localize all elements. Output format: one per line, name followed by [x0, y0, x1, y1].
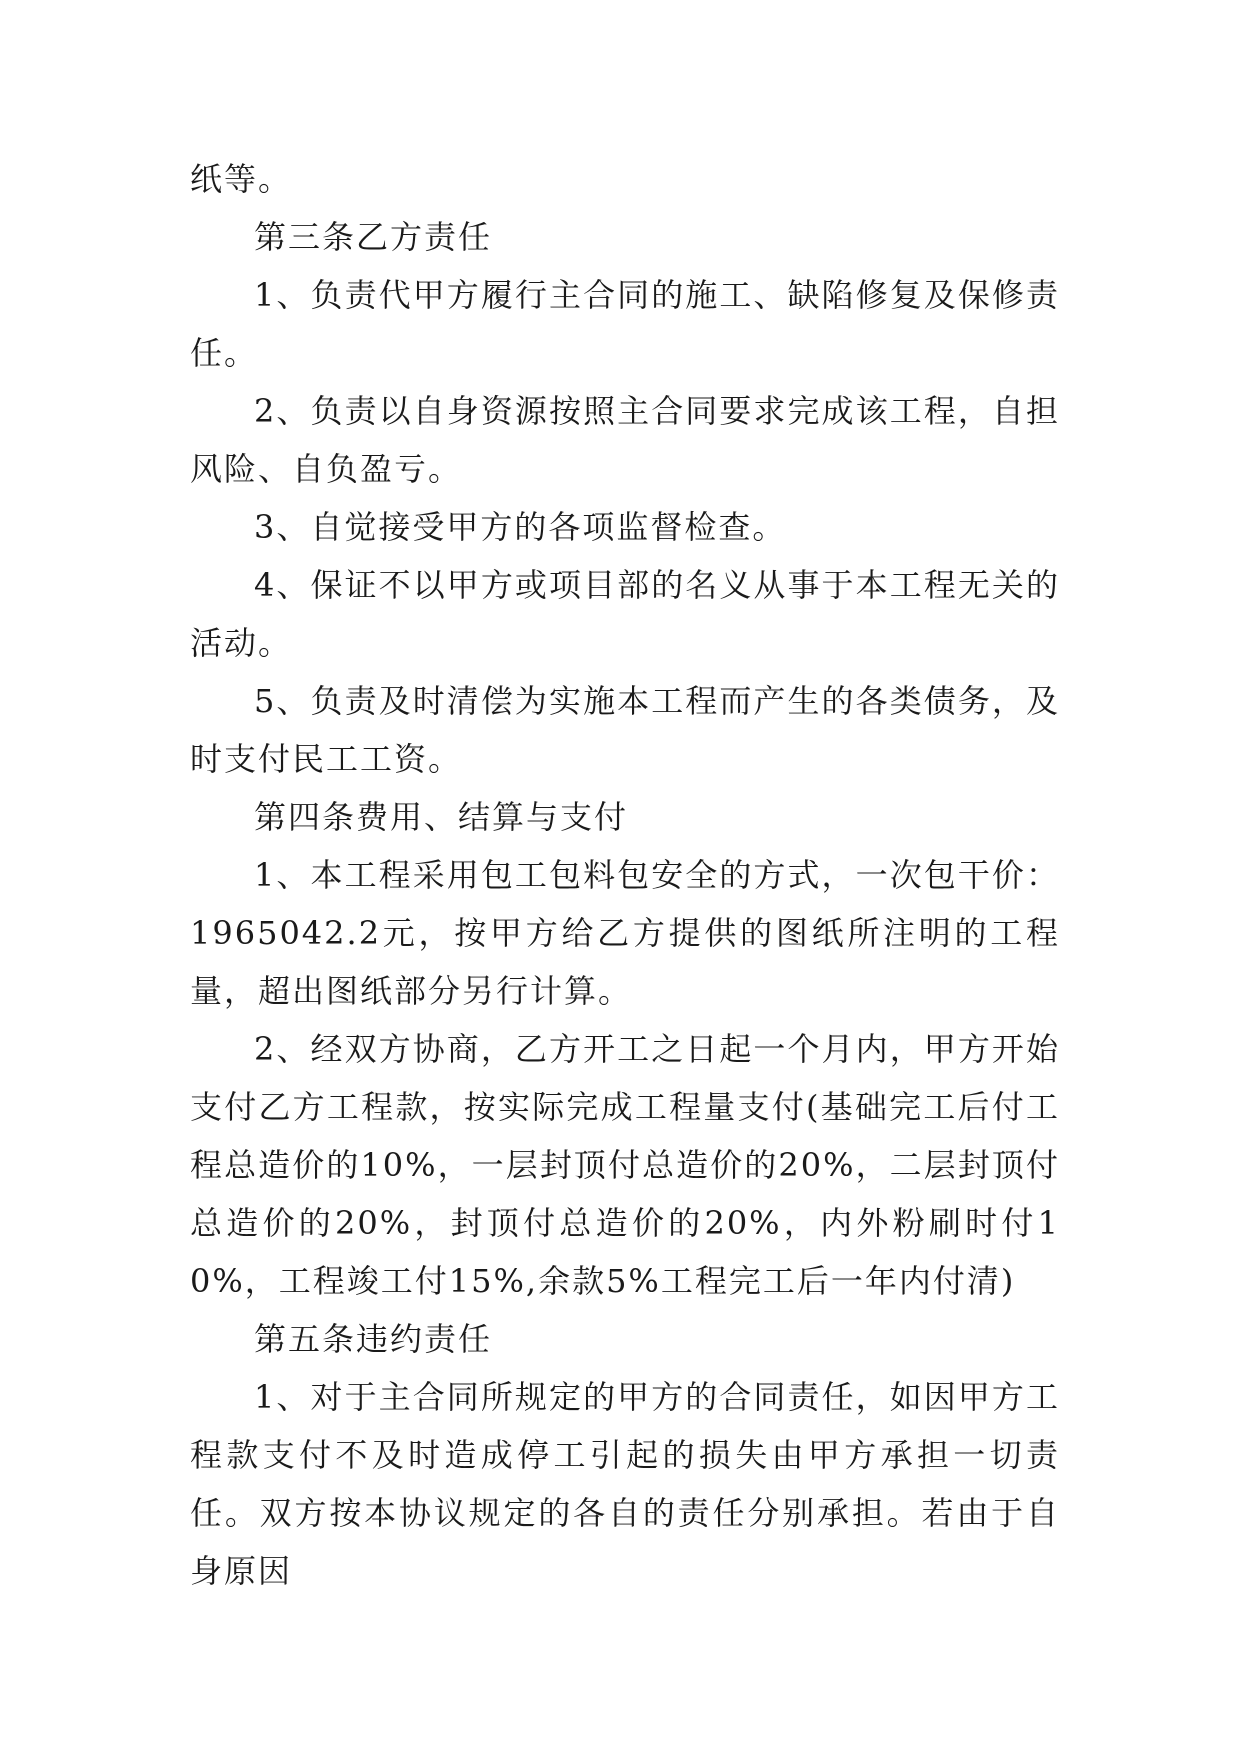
paragraph-continuation: 纸等。 — [190, 160, 293, 198]
clause-3-2: 2、负责以自身资源按照主合同要求完成该工程，自担风险、自负盈亏。 — [190, 392, 1060, 488]
document-body — [190, 150, 1060, 1600]
clause-4-2: 2、经双方协商，乙方开工之日起一个月内，甲方开始支付乙方工程款，按实际完成工程量支付(基础完工后付工程总造价的10%，一层封顶付总造价的20%，二层封顶付总造价的20%，封顶付总造价的20%，内外粉刷时付10%，工程竣工付15%,余款5%工程完工后一年内付清) — [190, 1030, 1060, 1300]
clause-3-1: 1、负责代甲方履行主合同的施工、缺陷修复及保修责任。 — [190, 276, 1060, 372]
clause-3-5: 5、负责及时清偿为实施本工程而产生的各类债务，及时支付民工工资。 — [190, 682, 1060, 778]
clause-3-4: 4、保证不以甲方或项目部的名义从事于本工程无关的活动。 — [190, 566, 1060, 662]
section-heading-article-4: 第四条费用、结算与支付 — [254, 798, 629, 836]
clause-4-1: 1、本工程采用包工包料包安全的方式，一次包干价：1965042.2元，按甲方给乙方提供的图纸所注明的工程量，超出图纸部分另行计算。 — [190, 856, 1060, 1010]
section-heading-article-5: 第五条违约责任 — [254, 1320, 493, 1358]
section-heading-article-3: 第三条乙方责任 — [254, 218, 493, 256]
clause-3-3: 3、自觉接受甲方的各项监督检查。 — [254, 508, 787, 546]
clause-5-1: 1、对于主合同所规定的甲方的合同责任，如因甲方工程款支付不及时造成停工引起的损失由甲方承担一切责任。双方按本协议规定的各自的责任分别承担。若由于自身原因 — [190, 1378, 1060, 1590]
